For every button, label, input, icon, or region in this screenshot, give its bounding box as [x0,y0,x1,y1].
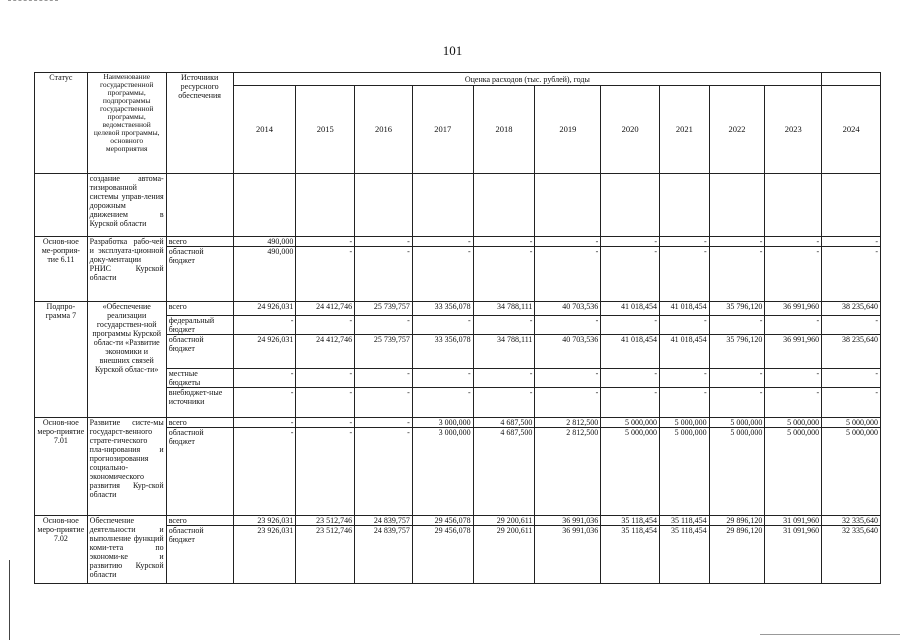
value-cell: 2 812,500 [535,418,601,428]
value-cell: - [535,237,601,247]
table-row [35,237,881,247]
status-cell: Основ-ное ме-роприя-тие 6.11 [35,237,88,302]
source-cell: всего [166,302,233,316]
header-name: Наименование государственной программы, подпрограммы государственной программы, ведомственной целевой программы, основного мероприятия [87,73,166,174]
source-cell: внебюджет-ные источники [166,388,233,418]
value-cell: 29 200,611 [473,526,535,584]
value-cell: - [412,388,473,418]
value-cell: - [709,388,765,418]
value-cell: 41 018,454 [601,335,660,369]
value-cell: 24 926,031 [233,302,296,316]
value-cell: 4 687,500 [473,418,535,428]
header-year: 2018 [473,86,535,174]
table-row [35,302,881,316]
value-cell: - [473,316,535,335]
value-cell: 35 796,120 [709,335,765,369]
value-cell: - [765,388,822,418]
continuation-row [35,174,881,237]
value-cell: - [660,369,710,388]
empty-cell [473,174,535,237]
value-cell: 490,000 [233,237,296,247]
bottom-rule [760,634,900,635]
empty-cell [535,174,601,237]
table-body [35,174,881,584]
value-cell: 5 000,000 [709,428,765,516]
value-cell: 35 118,454 [660,516,710,526]
value-cell: 41 018,454 [660,335,710,369]
value-cell: 24 926,031 [233,335,296,369]
value-cell: - [709,247,765,302]
status-cell: Основ-ное меро-приятие 7.01 [35,418,88,516]
empty-cell [412,174,473,237]
empty-cell [601,174,660,237]
value-cell: 24 839,757 [355,526,413,584]
value-cell: - [660,316,710,335]
value-cell: - [473,237,535,247]
source-cell: областной бюджет [166,335,233,369]
value-cell: 34 788,111 [473,335,535,369]
value-cell: - [355,237,413,247]
empty-cell [233,174,296,237]
value-cell: - [822,247,881,302]
left-margin-line [9,560,10,640]
value-cell: 35 796,120 [709,302,765,316]
value-cell: 38 235,640 [822,302,881,316]
value-cell: 24 412,746 [296,302,355,316]
value-cell: - [660,247,710,302]
value-cell: 2 812,500 [535,428,601,516]
value-cell: - [296,388,355,418]
value-cell: 41 018,454 [660,302,710,316]
name-cell: Обеспечение деятельности и выполнение функций коми-тета по экономи-ке и развитию Курской области [87,516,166,584]
value-cell: 5 000,000 [709,418,765,428]
value-cell: 3 000,000 [412,418,473,428]
value-cell: - [296,316,355,335]
value-cell: - [233,388,296,418]
value-cell: 31 091,960 [765,526,822,584]
value-cell: 35 118,454 [601,526,660,584]
source-cell: местные бюджеты [166,369,233,388]
value-cell: 5 000,000 [765,418,822,428]
source-cell: областной бюджет [166,428,233,516]
value-cell: - [822,388,881,418]
value-cell: - [709,369,765,388]
value-cell: 23 926,031 [233,516,296,526]
value-cell: - [412,316,473,335]
value-cell: - [660,388,710,418]
value-cell: 35 118,454 [601,516,660,526]
value-cell: - [535,316,601,335]
value-cell: 24 839,757 [355,516,413,526]
value-cell: - [355,316,413,335]
status-cell [35,174,88,237]
value-cell: - [535,369,601,388]
value-cell: 38 235,640 [822,335,881,369]
empty-cell [166,174,233,237]
value-cell: - [765,247,822,302]
source-cell: федеральный бюджет [166,316,233,335]
value-cell: 29 200,611 [473,516,535,526]
value-cell: 5 000,000 [822,418,881,428]
value-cell: 4 687,500 [473,428,535,516]
value-cell: - [355,418,413,428]
value-cell: - [296,369,355,388]
value-cell: 34 788,111 [473,302,535,316]
value-cell: - [660,237,710,247]
header-year: 2017 [412,86,473,174]
value-cell: - [601,237,660,247]
continued-name-cell: создание автома-тизированной системы управ-ления дорожным движением в Курской области [87,174,166,237]
header-estimate-extra [822,73,881,86]
value-cell: - [296,237,355,247]
source-cell: всего [166,516,233,526]
value-cell: - [535,388,601,418]
value-cell: - [709,237,765,247]
value-cell: 24 412,746 [296,335,355,369]
value-cell: - [765,316,822,335]
value-cell: - [296,247,355,302]
value-cell: - [412,237,473,247]
name-cell: «Обеспечение реализации государствен-ной программы Курской облас-ти «Развитие экономики и внешних связей Курской облас-ти» [87,302,166,418]
table-row [35,418,881,428]
value-cell: - [601,316,660,335]
value-cell: 490,000 [233,247,296,302]
value-cell: - [601,388,660,418]
value-cell: - [765,237,822,247]
header-year: 2023 [765,86,822,174]
value-cell: 40 703,536 [535,335,601,369]
value-cell: - [355,388,413,418]
value-cell: 25 739,757 [355,302,413,316]
value-cell: 5 000,000 [765,428,822,516]
value-cell: 5 000,000 [660,428,710,516]
value-cell: - [535,247,601,302]
value-cell: 36 991,036 [535,526,601,584]
value-cell: - [296,428,355,516]
empty-cell [296,174,355,237]
value-cell: 32 335,640 [822,526,881,584]
header-estimate: Оценка расходов (тыс. рублей), годы [233,73,822,86]
value-cell: 31 091,960 [765,516,822,526]
value-cell: 32 335,640 [822,516,881,526]
page-number: 101 [442,43,463,58]
value-cell: 23 512,746 [296,526,355,584]
value-cell: 29 896,120 [709,516,765,526]
value-cell: - [822,369,881,388]
name-cell: Развитие систе-мы государст-венного страте-гического пла-нирования и прогнозирования социально-экономического развития Кур-ской области [87,418,166,516]
value-cell: 29 896,120 [709,526,765,584]
value-cell: 36 991,960 [765,302,822,316]
empty-cell [765,174,822,237]
value-cell: - [473,369,535,388]
header-year: 2019 [535,86,601,174]
value-cell: - [822,316,881,335]
status-cell: Подпро-грамма 7 [35,302,88,418]
value-cell: 35 118,454 [660,526,710,584]
value-cell: 5 000,000 [822,428,881,516]
table-row [35,516,881,526]
value-cell: - [765,369,822,388]
value-cell: - [473,247,535,302]
value-cell: - [412,247,473,302]
header-year: 2016 [355,86,413,174]
value-cell: - [355,247,413,302]
value-cell: - [355,369,413,388]
value-cell: 36 991,960 [765,335,822,369]
empty-cell [822,174,881,237]
scan-artifact [8,0,58,4]
source-cell: областной бюджет [166,247,233,302]
value-cell: 40 703,536 [535,302,601,316]
value-cell: 5 000,000 [660,418,710,428]
header-year: 2021 [660,86,710,174]
value-cell: 25 739,757 [355,335,413,369]
name-cell: Разработка рабо-чей и эксплуата-ционной доку-ментации РНИС Курской области [87,237,166,302]
header-year: 2022 [709,86,765,174]
empty-cell [355,174,413,237]
value-cell: 3 000,000 [412,428,473,516]
value-cell: - [233,369,296,388]
budget-table [34,72,881,584]
value-cell: 29 456,078 [412,526,473,584]
value-cell: - [233,428,296,516]
value-cell: 5 000,000 [601,418,660,428]
value-cell: - [601,369,660,388]
value-cell: 33 356,078 [412,335,473,369]
value-cell: - [473,388,535,418]
value-cell: - [709,316,765,335]
table-header [35,73,881,174]
value-cell: 29 456,078 [412,516,473,526]
status-cell: Основ-ное меро-приятие 7.02 [35,516,88,584]
empty-cell [660,174,710,237]
value-cell: - [233,418,296,428]
header-status: Статус [35,73,88,174]
source-cell: областной бюджет [166,526,233,584]
source-cell: всего [166,418,233,428]
value-cell: - [822,237,881,247]
value-cell: - [233,316,296,335]
header-year: 2015 [296,86,355,174]
value-cell: 36 991,036 [535,516,601,526]
value-cell: 23 926,031 [233,526,296,584]
value-cell: 23 512,746 [296,516,355,526]
value-cell: - [601,247,660,302]
value-cell: 41 018,454 [601,302,660,316]
value-cell: 33 356,078 [412,302,473,316]
header-year: 2020 [601,86,660,174]
empty-cell [709,174,765,237]
value-cell: - [412,369,473,388]
header-year: 2014 [233,86,296,174]
value-cell: - [355,428,413,516]
source-cell: всего [166,237,233,247]
header-year: 2024 [822,86,881,174]
value-cell: 5 000,000 [601,428,660,516]
value-cell: - [296,418,355,428]
header-sources: Источники ресурсного обеспечения [166,73,233,174]
